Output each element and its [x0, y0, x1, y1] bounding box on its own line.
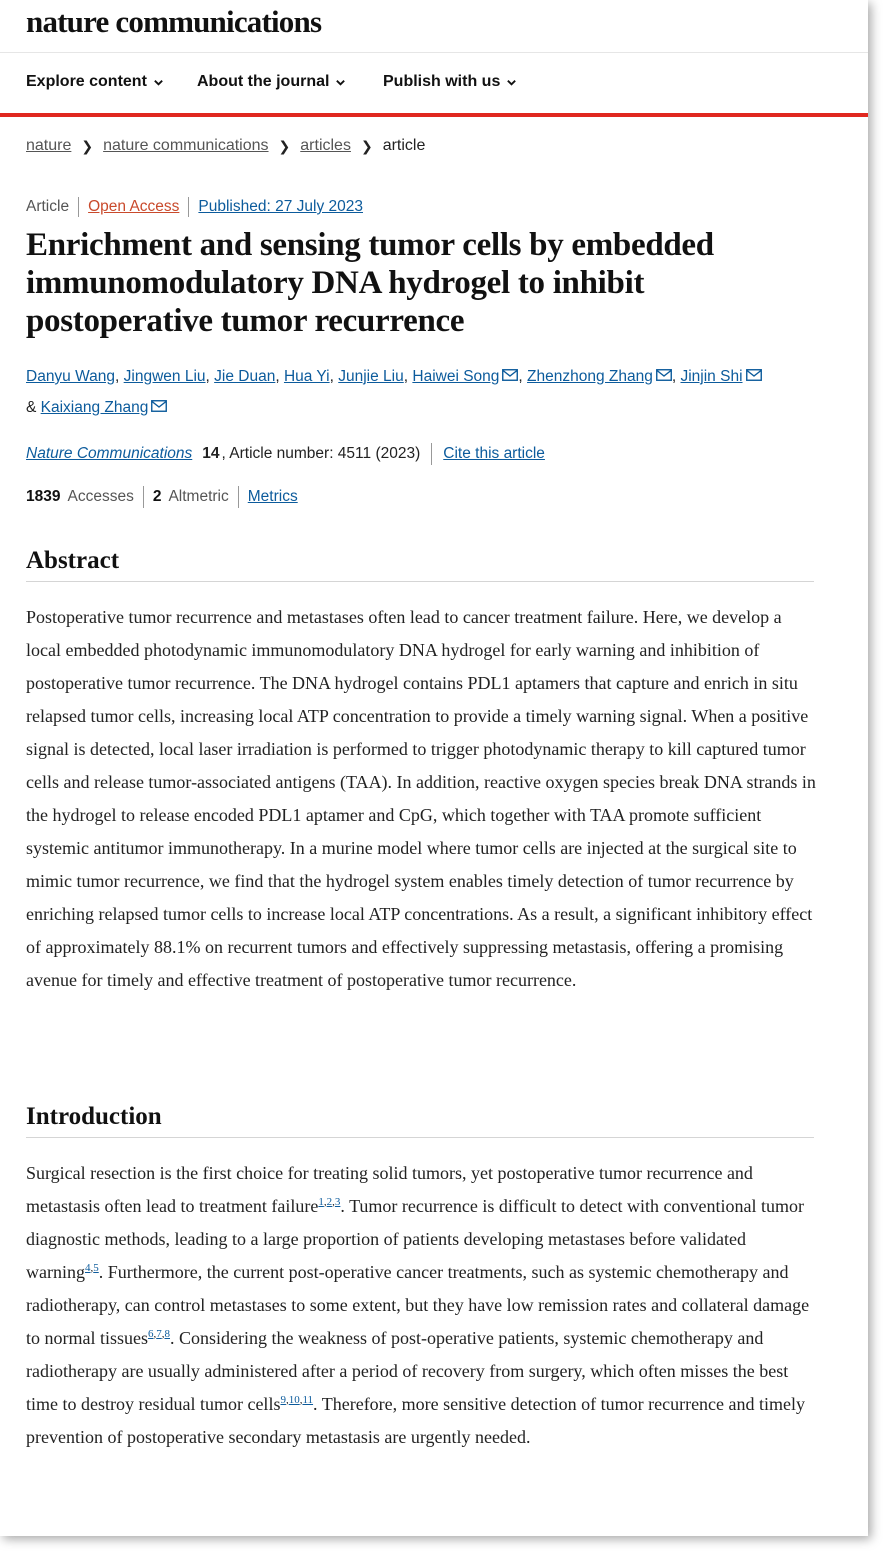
nav-explore-content[interactable] [26, 73, 164, 91]
article-meta [26, 197, 363, 217]
intro-text-segment: . Therefore, more sensitive detection of tumor recurrence and timely prevention of postoperative secondary metastasis are urgently needed. [26, 1394, 806, 1447]
author-separator: , [275, 368, 284, 385]
introduction-text [26, 1157, 821, 1454]
reference-group: 9,10,11 [280, 1394, 314, 1406]
author-separator: , [205, 368, 215, 385]
reference-link[interactable]: 7 [156, 1328, 162, 1340]
chevron-right-icon: ❯ [360, 137, 373, 154]
introduction-heading: Introduction [26, 1103, 814, 1138]
author-link[interactable]: Jinjin Shi [680, 368, 743, 385]
divider [188, 197, 189, 217]
altmetric-count: 2 [152, 488, 162, 505]
article-metrics [26, 486, 298, 508]
nav-about-journal[interactable] [197, 73, 346, 91]
author-link[interactable]: Danyu Wang [26, 368, 116, 385]
breadcrumb-link-articles[interactable]: articles [300, 137, 351, 154]
reference-link[interactable]: 5 [93, 1262, 99, 1274]
author-link[interactable]: Jingwen Liu [123, 368, 206, 385]
reference-link[interactable]: 8 [164, 1328, 170, 1340]
nav-label: Explore content [26, 73, 147, 90]
citation-line [26, 443, 545, 465]
email-icon[interactable] [656, 369, 672, 381]
email-icon[interactable] [502, 369, 518, 381]
metrics-link[interactable]: Metrics [247, 488, 298, 505]
journal-logo[interactable]: nature communications [26, 4, 322, 39]
author-link[interactable]: Zhenzhong Zhang [527, 368, 653, 385]
intro-text-segment: . Considering the weakness of post-operative patients, systemic chemotherapy and radiotherapy are usually administered after a period of recovery from surgery, which often misses the best time to destroy residual tumor cells [26, 1328, 789, 1414]
intro-text-segment: Surgical resection is the first choice for treating solid tumors, yet postoperative tumor recurrence and metastasis often lead to treatment failure [26, 1163, 753, 1216]
main-nav [0, 53, 868, 117]
author-separator: , [403, 368, 413, 385]
reference-link[interactable]: 3 [334, 1196, 341, 1208]
reference-link[interactable]: 4 [84, 1262, 91, 1274]
breadcrumb-current: article [382, 137, 426, 154]
divider [78, 197, 79, 217]
reference-link[interactable]: 1 [318, 1196, 324, 1208]
reference-group: 6,7,8 [148, 1328, 170, 1340]
altmetric-label: Altmetric [168, 488, 229, 505]
chevron-down-icon [153, 77, 164, 88]
author-separator: , [329, 368, 339, 385]
article-type: Article [26, 198, 70, 215]
author-link[interactable]: Kaixiang Zhang [40, 399, 149, 416]
author-link[interactable]: Junjie Liu [338, 368, 404, 385]
cite-this-article-link[interactable]: Cite this article [443, 445, 545, 462]
author-link[interactable]: Hua Yi [283, 368, 330, 385]
email-icon[interactable] [746, 369, 762, 381]
divider [431, 443, 432, 465]
reference-link[interactable]: 6 [148, 1328, 154, 1340]
divider [238, 486, 239, 508]
chevron-down-icon [506, 77, 517, 88]
reference-link[interactable]: 11 [302, 1394, 314, 1406]
accesses-label: Accesses [67, 488, 134, 505]
divider [143, 486, 144, 508]
reference-link[interactable]: 9 [280, 1394, 286, 1406]
article-number: , Article number: 4511 (2023) [221, 445, 421, 462]
intro-text-segment: . Furthermore, the current post-operative cancer treatments, such as systemic chemotherapy and radiotherapy, can control metastases to some extent, but they have low remission rates and collateral damage to normal tissues [26, 1262, 810, 1348]
chevron-right-icon: ❯ [278, 137, 291, 154]
intro-text-segment: . Tumor recurrence is difficult to detect with conventional tumor diagnostic methods, leading to a large proportion of patients developing metastases before validated warning [26, 1196, 804, 1282]
author-separator: , [671, 368, 681, 385]
breadcrumb [26, 137, 425, 155]
author-link[interactable]: Haiwei Song [412, 368, 500, 385]
accesses-count: 1839 [26, 488, 61, 505]
nav-label: Publish with us [383, 73, 501, 90]
author-separator: & [26, 399, 41, 416]
reference-link[interactable]: 10 [288, 1394, 300, 1406]
author-list [26, 361, 826, 423]
breadcrumb-link-nature-communications[interactable]: nature communications [103, 137, 269, 154]
article-title: Enrichment and sensing tumor cells by embedded immunomodulatory DNA hydrogel to inhibit postoperative tumor recurrence [26, 227, 714, 339]
abstract-heading: Abstract [26, 547, 814, 582]
nav-publish-with-us[interactable] [383, 73, 517, 91]
nav-label: About the journal [197, 73, 330, 90]
author-separator: , [518, 368, 528, 385]
reference-group: 4,5 [84, 1262, 99, 1274]
journal-link[interactable]: Nature Communications [26, 445, 193, 462]
chevron-right-icon: ❯ [81, 137, 94, 154]
abstract-text: Postoperative tumor recurrence and metastases often lead to cancer treatment failure. Here, we develop a local embedded photodynamic immunomodulatory DNA hydrogel for early warning and inhibition of postoperative tumor recurrence. The DNA hydrogel contains PDL1 aptamers that capture and enrich in situ relapsed tumor cells, increasing local ATP concentration to provide a timely warning signal. When a positive signal is detected, local laser irradiation is performed to trigger photodynamic therapy to kill captured tumor cells and release tumor-associated antigens (TAA). In addition, reactive oxygen species break DNA strands in the hydrogel to release encoded PDL1 aptamer and CpG, which together with TAA promote sufficient systemic antitumor immunotherapy. In a murine model where tumor cells are injected at the surgical site to mimic tumor recurrence, we find that the hydrogel system enables timely detection of tumor recurrence by enriching relapsed tumor cells to increase local ATP concentrations. As a result, a significant inhibitory effect of approximately 88.1% on recurrent tumors and effectively suppressing metastasis, offering a promising avenue for timely and effective treatment of postoperative tumor recurrence. [26, 607, 816, 990]
author-link[interactable]: Jie Duan [214, 368, 276, 385]
reference-group: 1,2,3 [318, 1196, 341, 1208]
breadcrumb-link-nature[interactable]: nature [26, 137, 72, 154]
masthead [0, 0, 868, 53]
volume-number: 14 [202, 445, 220, 462]
published-date-link[interactable]: Published: 27 July 2023 [198, 198, 363, 215]
open-access-link[interactable]: Open Access [88, 198, 180, 215]
chevron-down-icon [335, 77, 346, 88]
author-separator: , [115, 368, 124, 385]
email-icon[interactable] [151, 400, 167, 412]
reference-link[interactable]: 2 [326, 1196, 333, 1208]
